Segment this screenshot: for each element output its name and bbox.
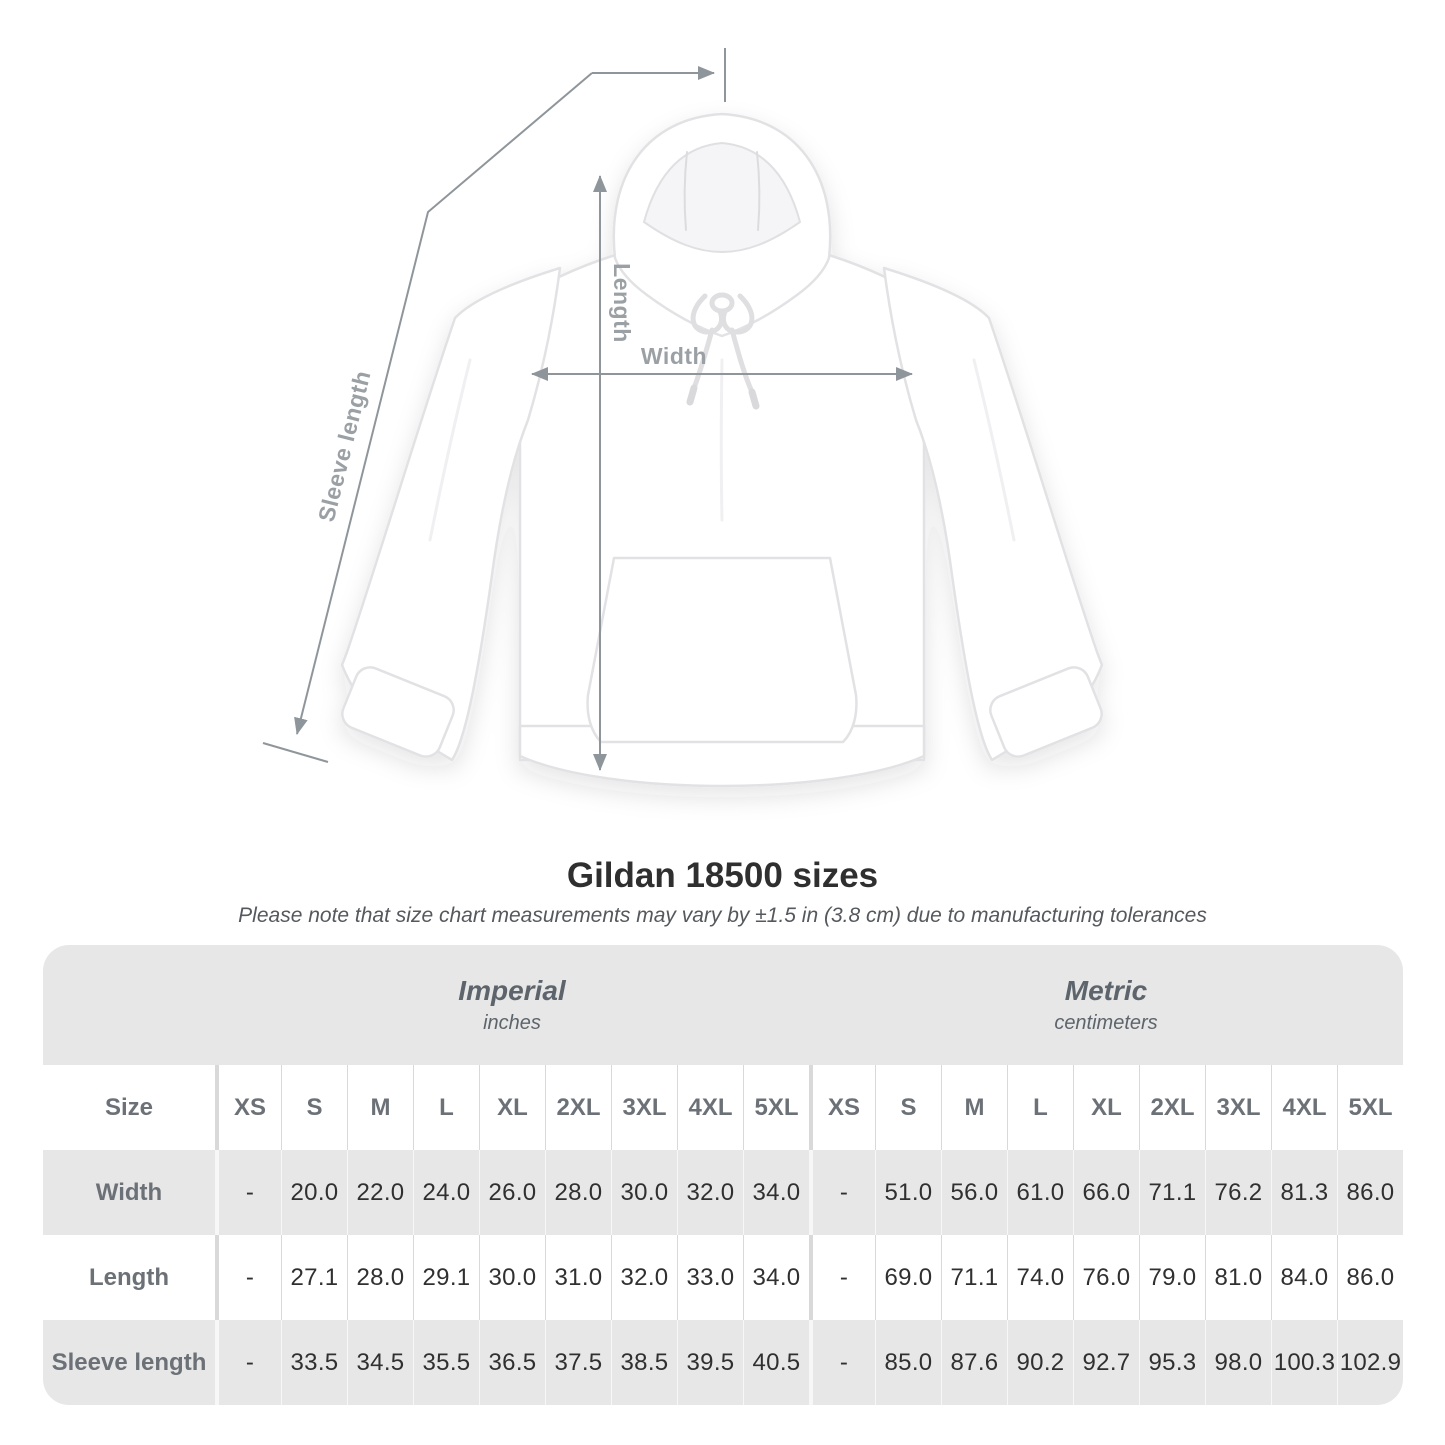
value-cell: 34.0 <box>743 1235 809 1320</box>
size-table <box>43 945 1403 1405</box>
value-cell: 100.3 <box>1271 1320 1337 1405</box>
value-cell: 71.1 <box>941 1235 1007 1320</box>
size-header: XS <box>809 1065 875 1150</box>
value-cell: 61.0 <box>1007 1150 1073 1235</box>
size-header: S <box>875 1065 941 1150</box>
size-header: 4XL <box>677 1065 743 1150</box>
value-cell: 34.5 <box>347 1320 413 1405</box>
size-header: 3XL <box>611 1065 677 1150</box>
size-header: 5XL <box>1337 1065 1403 1150</box>
value-cell: 29.1 <box>413 1235 479 1320</box>
row-label: Length <box>89 1263 169 1291</box>
hoodie-illustration <box>338 114 1106 786</box>
metric-section-header <box>809 945 1403 1065</box>
band-spacer <box>43 945 215 1065</box>
size-header: XL <box>479 1065 545 1150</box>
row-label: Width <box>95 1178 163 1206</box>
size-header: M <box>347 1065 413 1150</box>
value-cell: 95.3 <box>1139 1320 1205 1405</box>
size-header: 5XL <box>743 1065 809 1150</box>
length-label: Length <box>609 263 635 343</box>
size-header: L <box>1007 1065 1073 1150</box>
size-header: XL <box>1073 1065 1139 1150</box>
value-cell: 86.0 <box>1337 1235 1403 1320</box>
value-cell: 26.0 <box>479 1150 545 1235</box>
table-row-length <box>43 1235 1403 1320</box>
value-cell: 69.0 <box>875 1235 941 1320</box>
size-header: S <box>281 1065 347 1150</box>
value-cell: 37.5 <box>545 1320 611 1405</box>
size-header: 4XL <box>1271 1065 1337 1150</box>
value-cell: 36.5 <box>479 1320 545 1405</box>
value-cell: - <box>809 1320 875 1405</box>
value-cell: - <box>809 1235 875 1320</box>
value-cell: 31.0 <box>545 1235 611 1320</box>
value-cell: 32.0 <box>611 1235 677 1320</box>
value-cell: 39.5 <box>677 1320 743 1405</box>
value-cell: 22.0 <box>347 1150 413 1235</box>
value-cell: 34.0 <box>743 1150 809 1235</box>
value-cell: 87.6 <box>941 1320 1007 1405</box>
value-cell: - <box>215 1235 281 1320</box>
value-cell: 76.2 <box>1205 1150 1271 1235</box>
value-cell: 79.0 <box>1139 1235 1205 1320</box>
value-cell: - <box>809 1150 875 1235</box>
width-label: Width <box>640 343 708 369</box>
size-header: XS <box>215 1065 281 1150</box>
value-cell: 74.0 <box>1007 1235 1073 1320</box>
value-cell: 86.0 <box>1337 1150 1403 1235</box>
row-label: Sleeve length <box>51 1348 207 1376</box>
table-row-width <box>43 1150 1403 1235</box>
value-cell: 81.3 <box>1271 1150 1337 1235</box>
value-cell: 84.0 <box>1271 1235 1337 1320</box>
value-cell: 30.0 <box>479 1235 545 1320</box>
value-cell: 85.0 <box>875 1320 941 1405</box>
size-header: 2XL <box>545 1065 611 1150</box>
metric-unit: centimeters <box>1054 1012 1158 1034</box>
size-column-header: Size <box>104 1093 154 1121</box>
imperial-title: Imperial <box>458 975 566 1006</box>
value-cell: 56.0 <box>941 1150 1007 1235</box>
size-header-row <box>43 1065 1403 1150</box>
metric-title: Metric <box>1064 975 1148 1006</box>
value-cell: 81.0 <box>1205 1235 1271 1320</box>
sleeve-length-label: Sleeve length <box>312 367 376 525</box>
size-header: 2XL <box>1139 1065 1205 1150</box>
size-header: L <box>413 1065 479 1150</box>
value-cell: 24.0 <box>413 1150 479 1235</box>
value-cell: 76.0 <box>1073 1235 1139 1320</box>
value-cell: - <box>215 1320 281 1405</box>
imperial-unit: inches <box>483 1012 541 1034</box>
value-cell: 32.0 <box>677 1150 743 1235</box>
value-cell: 102.9 <box>1337 1320 1403 1405</box>
hoodie-pocket <box>588 558 857 742</box>
value-cell: 20.0 <box>281 1150 347 1235</box>
value-cell: 71.1 <box>1139 1150 1205 1235</box>
imperial-section-header <box>215 945 809 1065</box>
unit-header-band <box>43 945 1403 1065</box>
value-cell: 35.5 <box>413 1320 479 1405</box>
value-cell: 27.1 <box>281 1235 347 1320</box>
value-cell: 51.0 <box>875 1150 941 1235</box>
size-header: 3XL <box>1205 1065 1271 1150</box>
tolerance-note: Please note that size chart measurements may vary by ±1.5 in (3.8 cm) due to manufacturing tolerances <box>238 904 1207 927</box>
sleeve-bottom-tick <box>263 743 328 762</box>
value-cell: 92.7 <box>1073 1320 1139 1405</box>
value-cell: - <box>215 1150 281 1235</box>
value-cell: 28.0 <box>545 1150 611 1235</box>
value-cell: 90.2 <box>1007 1320 1073 1405</box>
page-title: Gildan 18500 sizes <box>566 856 879 895</box>
value-cell: 66.0 <box>1073 1150 1139 1235</box>
size-header: M <box>941 1065 1007 1150</box>
table-row-sleeve-length <box>43 1320 1403 1405</box>
value-cell: 98.0 <box>1205 1320 1271 1405</box>
value-cell: 30.0 <box>611 1150 677 1235</box>
value-cell: 33.0 <box>677 1235 743 1320</box>
value-cell: 40.5 <box>743 1320 809 1405</box>
value-cell: 33.5 <box>281 1320 347 1405</box>
value-cell: 38.5 <box>611 1320 677 1405</box>
value-cell: 28.0 <box>347 1235 413 1320</box>
